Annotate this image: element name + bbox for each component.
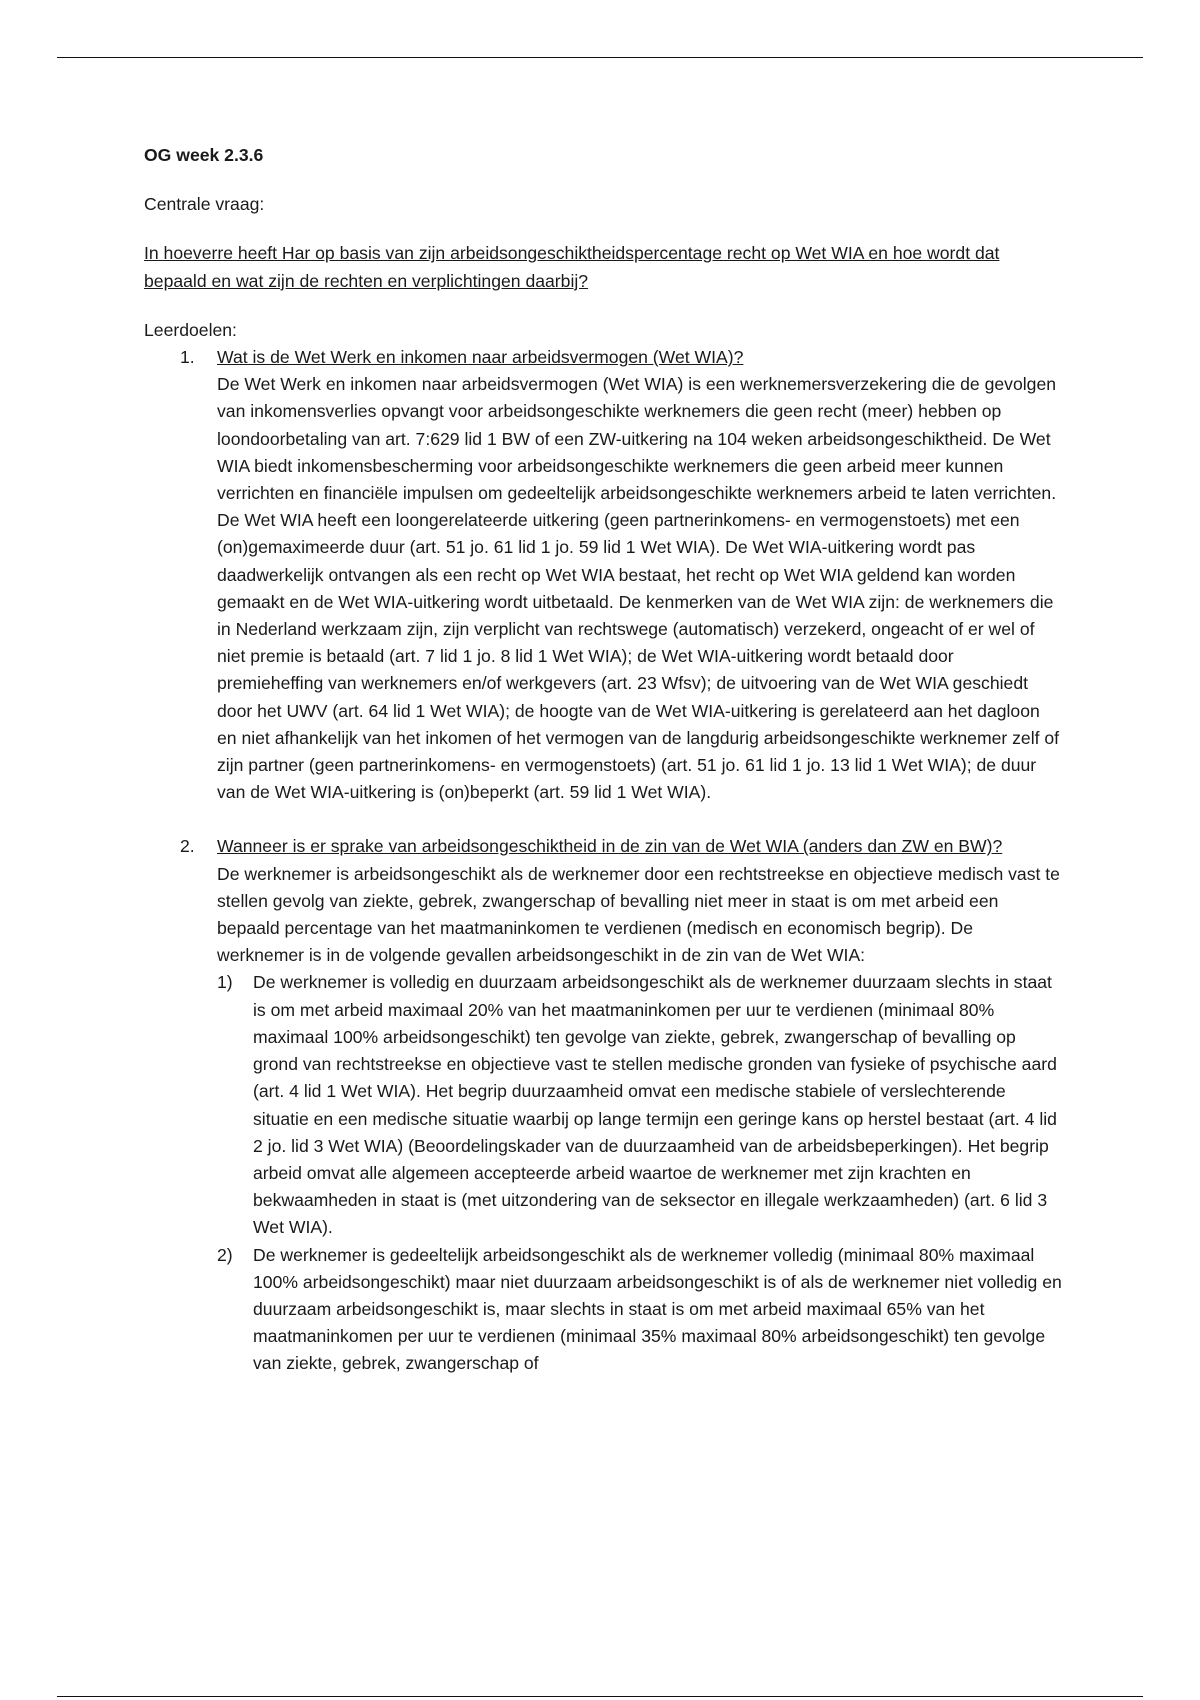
footer-rule [57, 1696, 1143, 1697]
goal-number: 2. [180, 836, 195, 857]
sub-item-text: De werknemer is volledig en duurzaam arbeidsongeschikt als de werknemer duurzaam slechts in staat is om met arbeid maximaal 20% van het maatmaninkomen per uur te verdienen (minimaal 80% maximaal 100% arbeidsongeschikt) ten gevolge van ziekte, gebrek, zwangerschap of bevalling op grond van rechtstreekse en objectieve vast te stellen medische gronden van fysieke of psychische aard (art. 4 lid 1 Wet WIA). Het begrip duurzaamheid omvat een medische stabiele of verslechterende situatie en een medische situatie waarbij op lange termijn een geringe kans op herstel bestaat (art. 4 lid 2 jo. lid 3 Wet WIA) (Beoordelingskader van de duurzaamheid van de arbeidsbeperkingen). Het begrip arbeid omvat alle algemeen accepteerde arbeid waartoe de werknemer met zijn krachten en bekwaamheden in staat is (met uitzondering van de seksector en illegale werkzaamheden) (art. 6 lid 3 Wet WIA). [253, 972, 1057, 1238]
learning-goal-2 [144, 833, 1064, 1377]
central-question: In hoeverre heeft Har op basis van zijn arbeidsongeschiktheidspercentage recht op Wet WIA en hoe wordt dat bepaald en wat zijn de rechten en verplichtingen daarbij? [144, 243, 1000, 291]
learning-goals-list [144, 344, 1064, 1378]
sub-item-number: 2) [217, 1244, 233, 1265]
sub-list [217, 969, 1064, 1377]
sub-item-2 [217, 1242, 1064, 1378]
central-question-label: Centrale vraag: [144, 194, 265, 215]
goal-number: 1. [180, 347, 195, 368]
goal-answer: De werknemer is arbeidsongeschikt als de werknemer door een rechtstreekse en objectieve medisch vast te stellen gevolg van ziekte, gebrek, zwangerschap of bevalling niet meer in staat is om met arbeid een bepaald percentage van het maatmaninkomen te verdienen (medisch en economisch begrip). De werknemer is in de volgende gevallen arbeidsongeschikt in de zin van de Wet WIA: [217, 863, 1060, 966]
sub-item-1 [217, 969, 1064, 1241]
document-page [144, 130, 1064, 1378]
goal-answer: De Wet Werk en inkomen naar arbeidsvermogen (Wet WIA) is een werknemersverzekering die de gevolgen van inkomensverlies opvangt voor arbeidsongeschikte werknemers die geen recht (meer) hebben op loondoorbetaling van art. 7:629 lid 1 BW of een ZW-uitkering na 104 weken arbeidsongeschiktheid. De Wet WIA biedt inkomensbescherming voor arbeidsongeschikte werknemers die geen arbeid meer kunnen verrichten en financiële impulsen om gedeeltelijk arbeidsongeschikte werknemers arbeid te laten verrichten. De Wet WIA heeft een loongerelateerde uitkering (geen partnerinkomens- en vermogenstoets) met een (on)gemaximeerde duur (art. 51 jo. 61 lid 1 jo. 59 lid 1 Wet WIA). De Wet WIA-uitkering wordt pas daadwerkelijk ontvangen als een recht op Wet WIA bestaat, het recht op Wet WIA geldend kan worden gemaakt en de Wet WIA-uitkering wordt uitbetaald. De kenmerken van de Wet WIA zijn: de werknemers die in Nederland werkzaam zijn, zijn verplicht van rechtswege (automatisch) verzekerd, ongeacht of er wel of niet premie is betaald (art. 7 lid 1 jo. 8 lid 1 Wet WIA); de Wet WIA-uitkering wordt betaald door premieheffing van werknemers en/of werkgevers (art. 23 Wfsv); de uitvoering van de Wet WIA geschiedt door het UWV (art. 64 lid 1 Wet WIA); de hoogte van de Wet WIA-uitkering is gerelateerd aan het dagloon en niet afhankelijk van het inkomen of het vermogen van de langdurig arbeidsongeschikte werknemer zelf of zijn partner (geen partnerinkomens- en vermogenstoets) (art. 51 jo. 61 lid 1 jo. 13 lid 1 Wet WIA); de duur van de Wet WIA-uitkering is (on)beperkt (art. 59 lid 1 Wet WIA). [217, 374, 1060, 803]
learning-goals-label: Leerdoelen: [144, 319, 237, 340]
header-rule [57, 57, 1143, 58]
learning-goal-1 [144, 344, 1064, 806]
goal-question: Wanneer is er sprake van arbeidsongeschiktheid in de zin van de Wet WIA (anders dan ZW en BW)? [217, 836, 1003, 857]
sub-item-number: 1) [217, 972, 233, 993]
sub-item-text: De werknemer is gedeeltelijk arbeidsongeschikt als de werknemer volledig (minimaal 80% maximaal 100% arbeidsongeschikt) maar niet duurzaam arbeidsongeschikt is of als de werknemer niet volledig en duurzaam arbeidsongeschikt is, maar slechts in staat is om met arbeid maximaal 65% van het maatmaninkomen per uur te verdienen (minimaal 35% maximaal 80% arbeidsongeschikt) ten gevolge van ziekte, gebrek, zwangerschap of [253, 1244, 1062, 1374]
goal-question: Wat is de Wet Werk en inkomen naar arbeidsvermogen (Wet WIA)? [217, 347, 744, 368]
document-title: OG week 2.3.6 [144, 145, 264, 165]
